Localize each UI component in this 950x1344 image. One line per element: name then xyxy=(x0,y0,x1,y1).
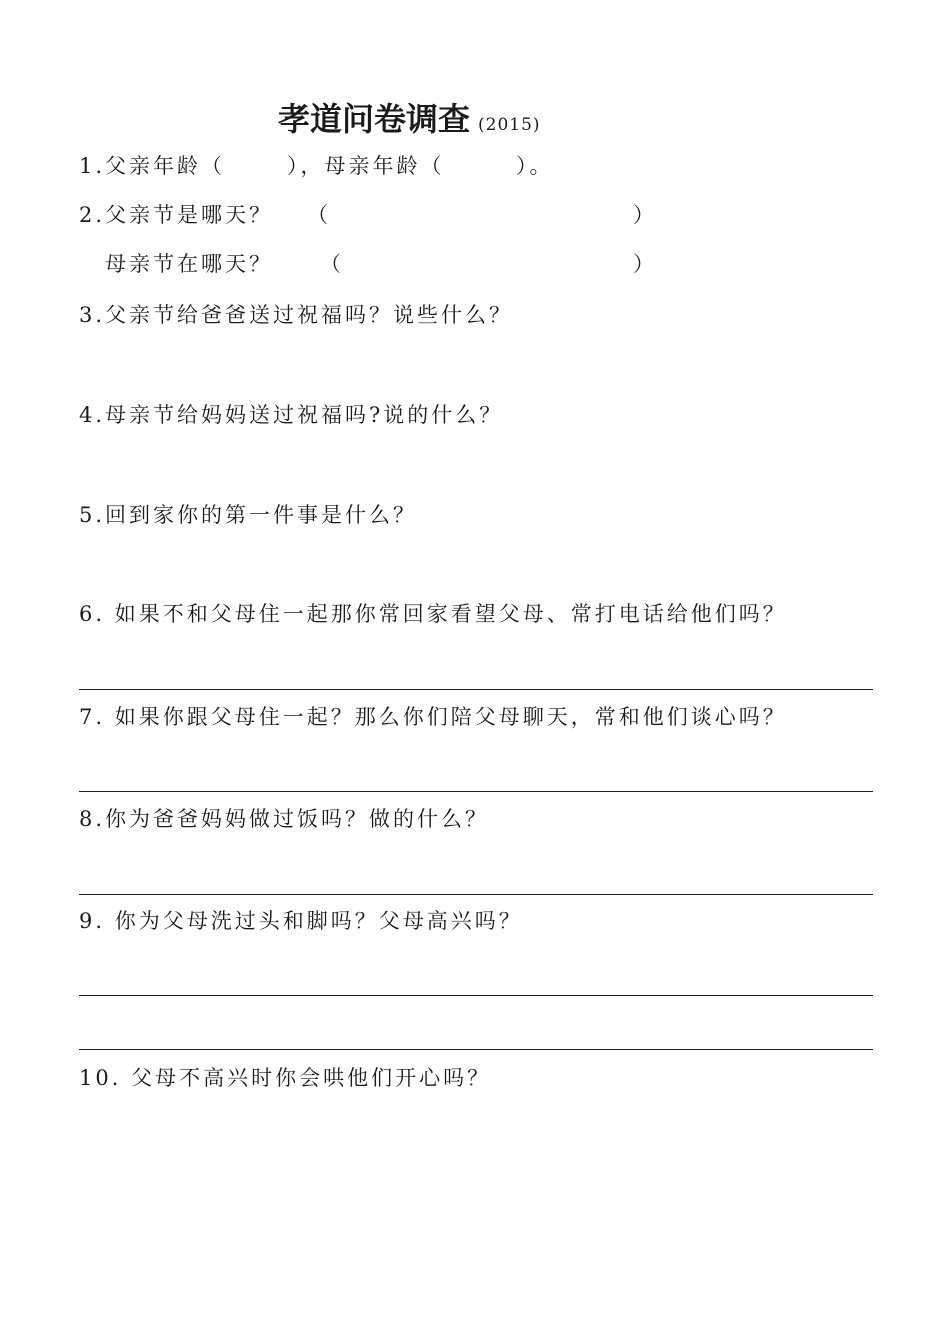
answer-line-6 xyxy=(79,689,873,690)
question-6: 6. 如果不和父母住一起那你常回家看望父母、常打电话给他们吗？ xyxy=(79,602,787,626)
question-2-close-paren: ） xyxy=(633,203,657,227)
question-2b-open-paren: （ xyxy=(320,252,344,276)
answer-line-9b xyxy=(79,1049,873,1050)
question-1-part-a: 1.父亲年龄（ xyxy=(79,154,226,178)
question-8: 8.你为爸爸妈妈做过饭吗？做的什么？ xyxy=(79,807,490,831)
question-5: 5.回到家你的第一件事是什么？ xyxy=(79,503,418,527)
question-9: 9. 你为父母洗过头和脚吗？父母高兴吗？ xyxy=(79,909,523,933)
answer-line-9a xyxy=(79,995,873,996)
question-4: 4.母亲节给妈妈送过祝福吗?说的什么？ xyxy=(79,403,504,427)
survey-title xyxy=(278,94,541,140)
question-2b-close-paren: ） xyxy=(633,252,657,276)
question-3: 3.父亲节给爸爸送过祝福吗？说些什么？ xyxy=(79,303,514,327)
answer-line-8 xyxy=(79,894,873,895)
question-1-mother-age xyxy=(287,152,445,180)
question-1-end xyxy=(516,152,554,180)
answer-line-7 xyxy=(79,791,873,792)
question-2-open-paren: （ xyxy=(307,203,331,227)
question-1-father-age xyxy=(79,152,225,180)
question-2-fathers-day: 2.父亲节是哪天？ xyxy=(79,203,274,227)
title-text: 孝道问卷调查 xyxy=(278,100,471,138)
question-7: 7. 如果你跟父母住一起？那么你们陪父母聊天，常和他们谈心吗？ xyxy=(79,705,787,729)
title-year: (2015) xyxy=(478,115,541,135)
question-2-mothers-day: 母亲节在哪天？ xyxy=(105,252,273,276)
question-1-part-c: ）。 xyxy=(516,154,554,178)
question-1-part-b: ），母亲年龄（ xyxy=(287,154,445,178)
question-10: 10. 父母不高兴时你会哄他们开心吗？ xyxy=(79,1066,492,1090)
